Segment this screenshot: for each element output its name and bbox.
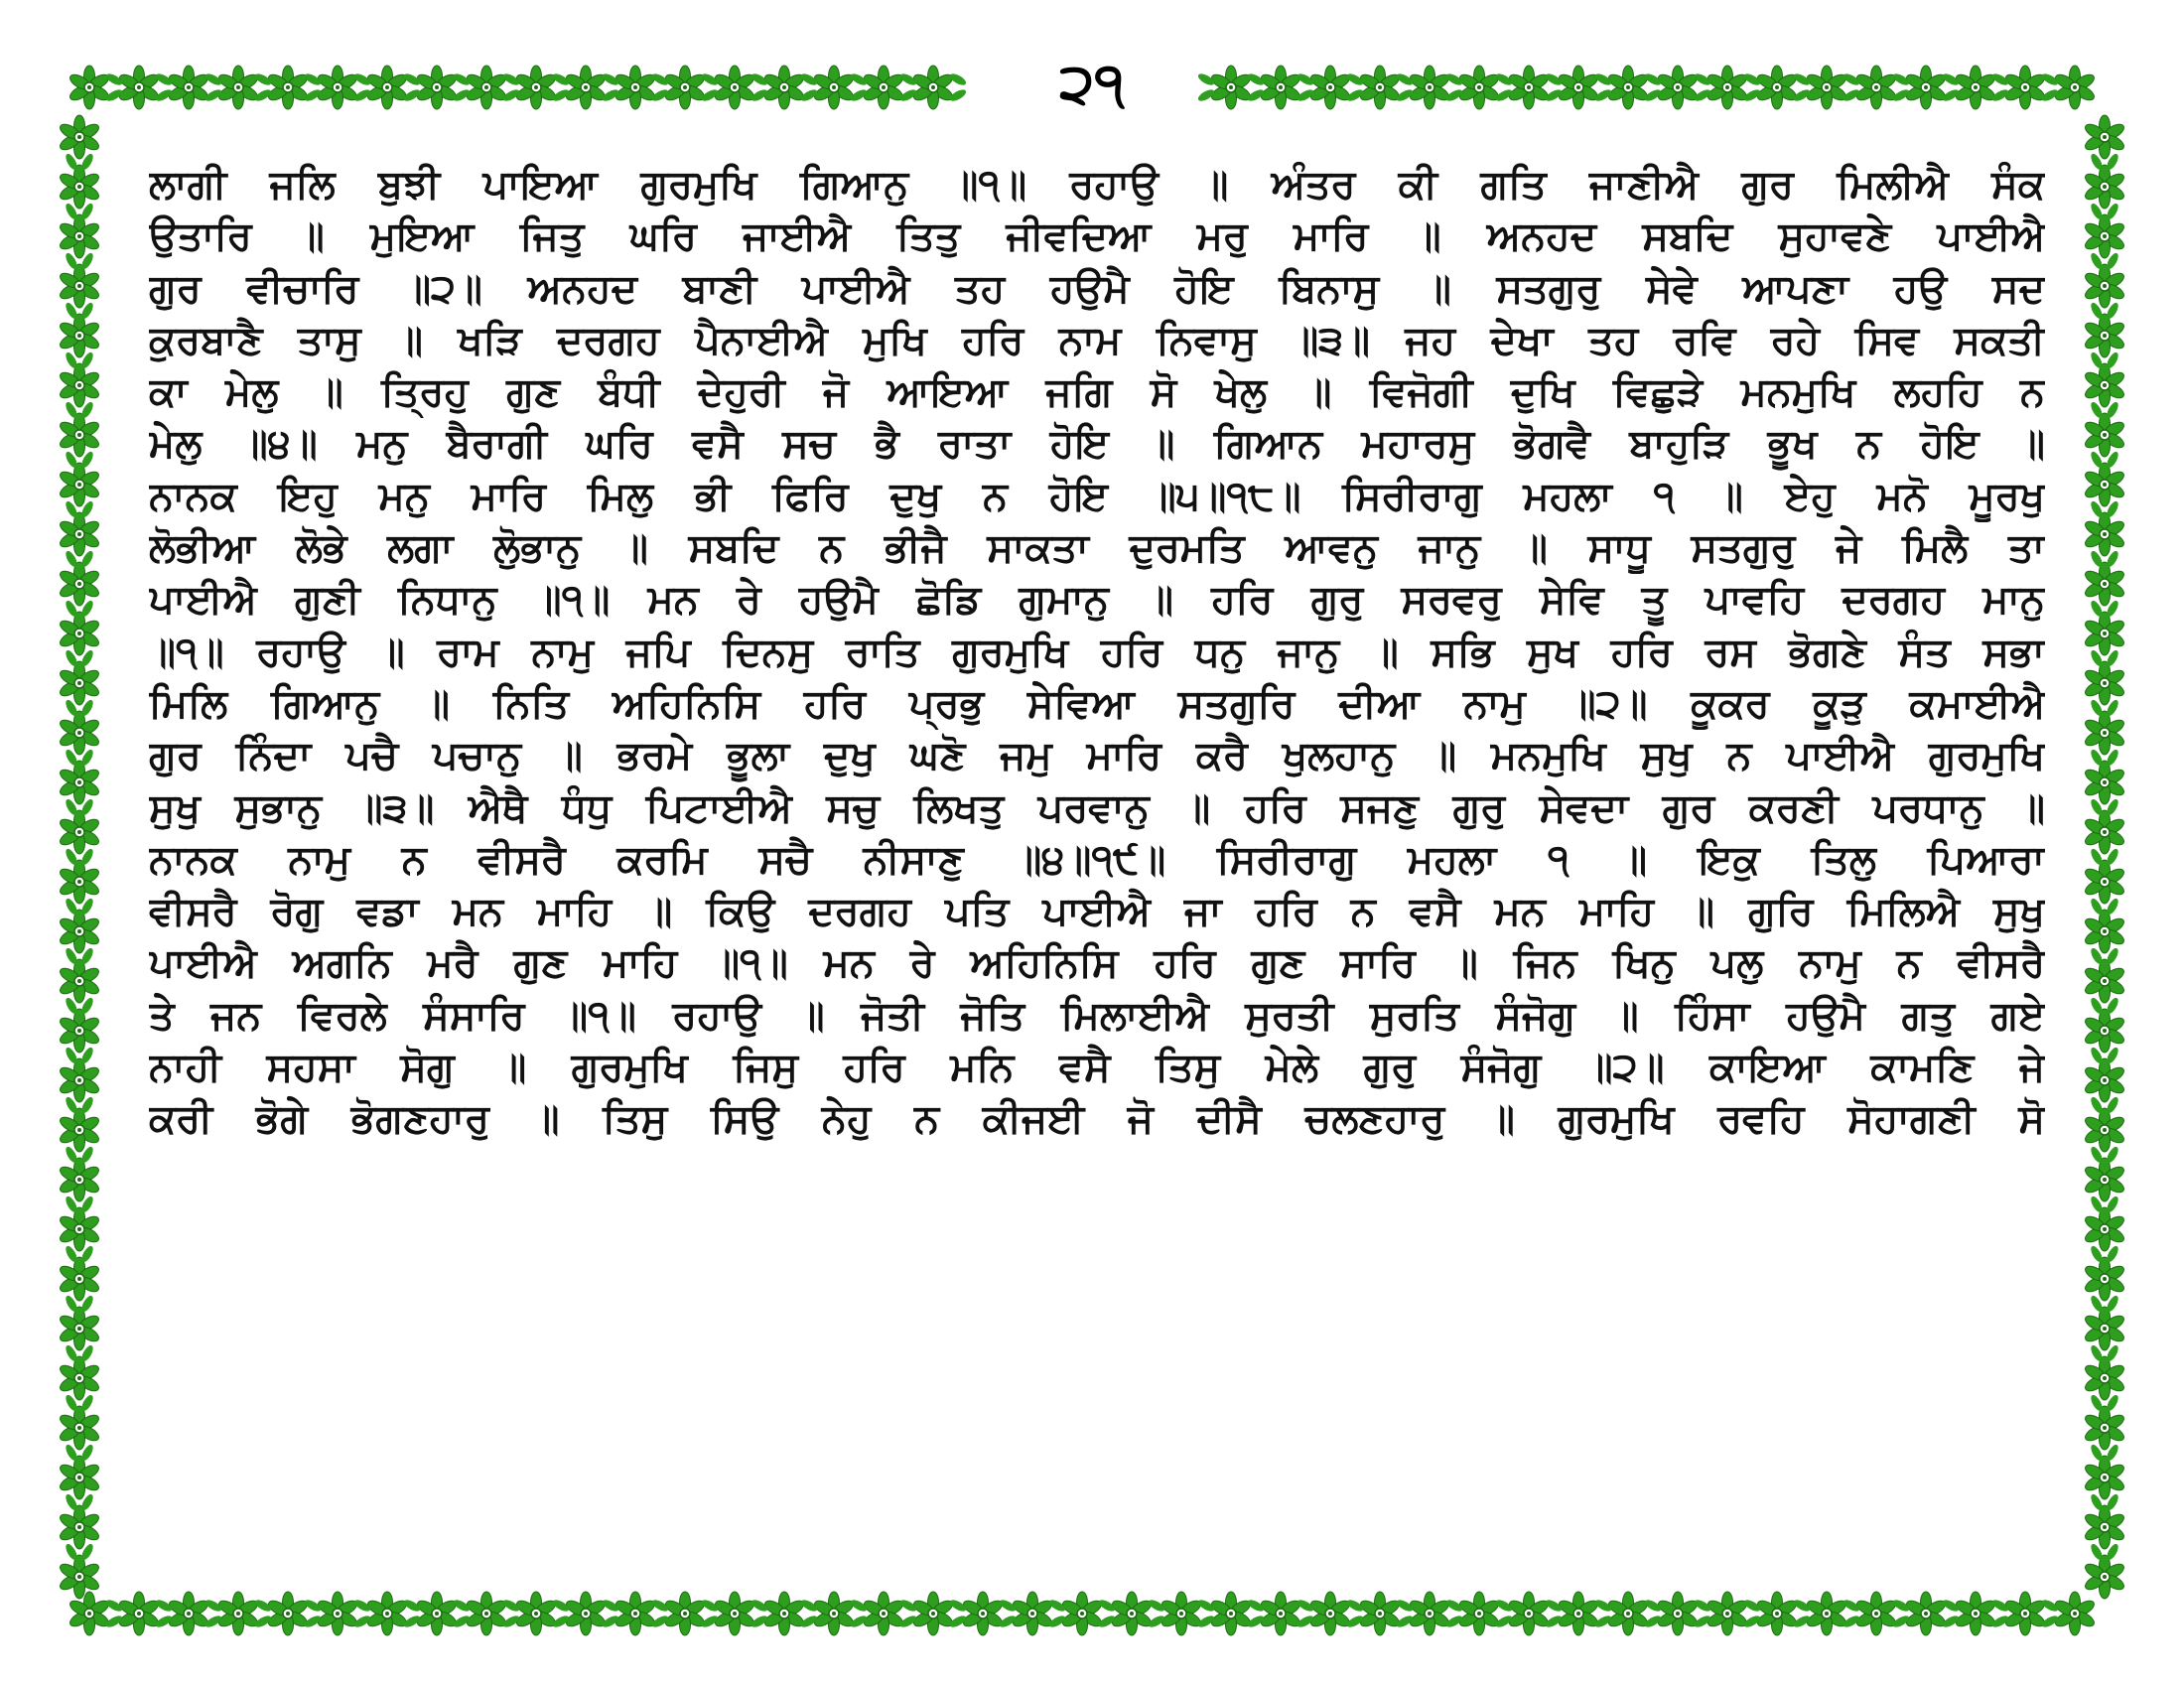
text-line: ਨਾਨਕ ਇਹੁ ਮਨੁ ਮਾਰਿ ਮਿਲੁ ਭੀ ਫਿਰਿ ਦੁਖੁ ਨ ਹੋਇ ॥੫॥੧੮॥ ਸਿਰੀਰਾਗੁ ਮਹਲਾ ੧ ॥ ਏਹੁ ਮਨੋ ਮੂਰਖੁ xyxy=(149,473,2045,519)
green-flower-icon xyxy=(2083,1307,2126,1350)
green-flower-icon xyxy=(2083,165,2126,209)
green-flower-icon xyxy=(58,1406,101,1450)
green-flower-icon xyxy=(1854,1592,1898,1635)
text-line: ਗੁਰ ਵੀਚਾਰਿ ॥੨॥ ਅਨਹਦ ਬਾਣੀ ਪਾਈਐ ਤਹ ਹਉਮੈ ਹੋਇ ਬਿਨਾਸੁ ॥ ਸਤਗੁਰੁ ਸੇਵੇ ਆਪਣਾ ਹਉ ਸਦ xyxy=(149,265,2045,312)
green-flower-icon xyxy=(2083,363,2126,407)
green-flower-icon xyxy=(2083,1058,2126,1102)
green-flower-icon xyxy=(2003,1592,2047,1635)
green-flower-icon xyxy=(58,1456,101,1499)
green-flower-icon xyxy=(1805,66,1848,109)
green-flower-icon xyxy=(266,1592,310,1635)
green-flower-icon xyxy=(2083,1555,2126,1599)
green-flower-icon xyxy=(58,1356,101,1400)
text-line: ਪਾਈਐ ਅਗਨਿ ਮਰੈ ਗੁਣ ਮਾਹਿ ॥੧॥ ਮਨ ਰੇ ਅਹਿਨਿਸਿ ਹਰਿ ਗੁਣ ਸਾਰਿ ॥ ਜਿਨ ਖਿਨੁ ਪਲੁ ਨਾਮੁ ਨ ਵੀਸਰੈ xyxy=(149,940,2045,987)
green-flower-icon xyxy=(58,1307,101,1350)
green-flower-icon xyxy=(2083,1257,2126,1301)
green-flower-icon xyxy=(614,66,657,109)
text-line: ਲੋਭੀਆ ਲੋਭੇ ਲਗਾ ਲੋੁਭਾਨੁ ॥ ਸਬਦਿ ਨ ਭੀਜੈ ਸਾਕਤਾ ਦੁਰਮਤਿ ਆਵਨੁ ਜਾਨੁ ॥ ਸਾਧੂ ਸਤਗੁਰੁ ਜੇ ਮਿਲੈ ਤਾ xyxy=(149,525,2045,572)
green-flower-icon xyxy=(2083,1505,2126,1549)
green-flower-icon xyxy=(1606,1592,1650,1635)
green-flower-icon xyxy=(1209,66,1253,109)
green-flower-icon xyxy=(2053,1592,2097,1635)
green-flower-icon xyxy=(911,1592,955,1635)
green-flower-icon xyxy=(1011,1592,1054,1635)
green-flower-icon xyxy=(2083,1356,2126,1400)
page-number: ੨੧ xyxy=(993,40,1191,129)
text-line: ਕਾ ਮੇਲੁ ॥ ਤ੍ਰਿਹੁ ਗੁਣ ਬੰਧੀ ਦੇਹੁਰੀ ਜੋ ਆਇਆ ਜਗਿ ਸੋ ਖੇਲੁ ॥ ਵਿਜੋਗੀ ਦੁਖਿ ਵਿਛੁੜੇ ਮਨਮੁਖਿ ਲਹਹਿ ਨ xyxy=(149,369,2045,416)
green-flower-icon xyxy=(58,1108,101,1152)
text-line: ਪਾਈਐ ਗੁਣੀ ਨਿਧਾਨੁ ॥੧॥ ਮਨ ਰੇ ਹਉਮੈ ਛੋਡਿ ਗੁਮਾਨੁ ॥ ਹਰਿ ਗੁਰੁ ਸਰਵਰੁ ਸੇਵਿ ਤੂ ਪਾਵਹਿ ਦਰਗਹ ਮਾਨੁ xyxy=(149,577,2045,624)
green-flower-icon xyxy=(713,66,756,109)
green-flower-icon xyxy=(58,314,101,357)
green-flower-icon xyxy=(2003,66,2047,109)
green-flower-icon xyxy=(58,761,101,804)
text-line: ਸੁਖੁ ਸੁਭਾਨੁ ॥੩॥ ਐਥੈ ਧੰਧੁ ਪਿਟਾਈਐ ਸਚੁ ਲਿਖਤੁ ਪਰਵਾਨੁ ॥ ਹਰਿ ਸਜਣੁ ਗੁਰੁ ਸੇਵਦਾ ਗੁਰ ਕਰਣੀ ਪਰਧਾਨੁ ॥ xyxy=(149,784,2045,831)
green-flower-icon xyxy=(1606,66,1650,109)
green-flower-icon xyxy=(514,66,558,109)
green-flower-icon xyxy=(1408,1592,1451,1635)
text-line: ਮਿਲਿ ਗਿਆਨੁ ॥ ਨਿਤਿ ਅਹਿਨਿਸਿ ਹਰਿ ਪ੍ਰਭੁ ਸੇਵਿਆ ਸਤਗੁਰਿ ਦੀਆ ਨਾਮੁ ॥੨॥ ਕੂਕਰ ਕੂੜੁ ਕਮਾਈਐ xyxy=(149,680,2045,727)
green-flower-icon xyxy=(58,413,101,457)
green-flower-icon xyxy=(58,562,101,606)
green-flower-icon xyxy=(2083,1158,2126,1201)
text-line: ਤੇ ਜਨ ਵਿਰਲੇ ਸੰਸਾਰਿ ॥੧॥ ਰਹਾਉ ॥ ਜੋਤੀ ਜੋਤਿ ਮਿਲਾਈਐ ਸੁਰਤੀ ਸੁਰਤਿ ਸੰਜੋਗੁ ॥ ਹਿੰਸਾ ਹਉਮੈ ਗਤੁ ਗਏ xyxy=(149,992,2045,1039)
green-flower-icon xyxy=(2083,1456,2126,1499)
green-flower-icon xyxy=(1507,1592,1551,1635)
green-flower-icon xyxy=(2083,264,2126,308)
green-flower-icon xyxy=(862,1592,905,1635)
green-flower-icon xyxy=(1904,66,1948,109)
green-flower-icon xyxy=(1209,1592,1253,1635)
green-flower-icon xyxy=(1557,1592,1600,1635)
green-flower-icon xyxy=(117,66,161,109)
green-flower-icon xyxy=(1457,66,1501,109)
green-flower-icon xyxy=(2083,463,2126,506)
green-flower-icon xyxy=(58,661,101,705)
green-flower-icon xyxy=(58,1158,101,1201)
green-flower-icon xyxy=(465,66,508,109)
green-flower-icon xyxy=(1358,66,1402,109)
green-flower-icon xyxy=(58,264,101,308)
green-flower-icon xyxy=(2083,1009,2126,1053)
green-flower-icon xyxy=(58,512,101,556)
green-flower-icon xyxy=(58,1555,101,1599)
green-flower-icon xyxy=(1160,1592,1203,1635)
green-flower-icon xyxy=(117,1592,161,1635)
green-flower-icon xyxy=(2083,214,2126,258)
green-flower-icon xyxy=(58,711,101,755)
green-flower-icon xyxy=(2083,860,2126,904)
green-flower-icon xyxy=(1954,66,1997,109)
text-line: ਮੇਲੁ ॥੪॥ ਮਨੁ ਬੈਰਾਗੀ ਘਰਿ ਵਸੈ ਸਚ ਭੈ ਰਾਤਾ ਹੋਇ ॥ ਗਿਆਨ ਮਹਾਰਸੁ ਭੋਗਵੈ ਬਾਹੁੜਿ ਭੂਖ ਨ ਹੋਇ ॥ xyxy=(149,421,2045,468)
green-flower-icon xyxy=(316,66,359,109)
green-flower-icon xyxy=(58,1257,101,1301)
green-flower-icon xyxy=(1805,1592,1848,1635)
green-flower-icon xyxy=(2083,810,2126,854)
green-flower-icon xyxy=(58,959,101,1003)
text-line: ਲਾਗੀ ਜਲਿ ਬੁਝੀ ਪਾਇਆ ਗੁਰਮੁਖਿ ਗਿਆਨੁ ॥੧॥ ਰਹਾਉ ॥ ਅੰਤਰ ਕੀ ਗਤਿ ਜਾਣੀਐ ਗੁਰ ਮਿਲੀਐ ਸੰਕ xyxy=(149,162,2045,208)
green-flower-icon xyxy=(2083,512,2126,556)
green-flower-icon xyxy=(58,1505,101,1549)
green-flower-icon xyxy=(58,363,101,407)
green-flower-icon xyxy=(2083,761,2126,804)
green-flower-icon xyxy=(1755,66,1799,109)
green-flower-icon xyxy=(2083,115,2126,159)
green-flower-icon xyxy=(1308,66,1352,109)
text-line: ਨਾਹੀ ਸਹਸਾ ਸੋਗੁ ॥ ਗੁਰਮੁਖਿ ਜਿਸੁ ਹਰਿ ਮਨਿ ਵਸੈ ਤਿਸੁ ਮੇਲੇ ਗੁਰੁ ਸੰਜੋਗੁ ॥੨॥ ਕਾਇਆ ਕਾਮਣਿ ਜੇ xyxy=(149,1045,2045,1091)
text-line: ਕੁਰਬਾਣੈ ਤਾਸੁ ॥ ਖੜਿ ਦਰਗਹ ਪੈਨਾਈਐ ਮੁਖਿ ਹਰਿ ਨਾਮ ਨਿਵਾਸੁ ॥੩॥ ਜਹ ਦੇਖਾ ਤਹ ਰਵਿ ਰਹੇ ਸਿਵ ਸਕਤੀ xyxy=(149,317,2045,363)
text-line: ਗੁਰ ਨਿੰਦਾ ਪਚੈ ਪਚਾਨੁ ॥ ਭਰਮੇ ਭੂਲਾ ਦੁਖੁ ਘਣੋ ਜਮੁ ਮਾਰਿ ਕਰੈ ਖੁਲਹਾਨੁ ॥ ਮਨਮੁਖਿ ਸੁਖੁ ਨ ਪਾਈਐ ਗੁਰਮੁਖਿ xyxy=(149,733,2045,779)
green-flower-icon xyxy=(58,1009,101,1053)
green-flower-icon xyxy=(1706,1592,1749,1635)
green-flower-icon xyxy=(58,165,101,209)
green-flower-icon xyxy=(2053,66,2097,109)
green-flower-icon xyxy=(1706,66,1749,109)
green-flower-icon xyxy=(564,66,608,109)
green-flower-icon xyxy=(1656,66,1700,109)
green-flower-icon xyxy=(2083,612,2126,655)
green-flower-icon xyxy=(2083,413,2126,457)
green-flower-icon xyxy=(1656,1592,1700,1635)
green-flower-icon xyxy=(1755,1592,1799,1635)
green-flower-icon xyxy=(1854,66,1898,109)
green-flower-icon xyxy=(58,612,101,655)
green-flower-icon xyxy=(216,66,260,109)
green-flower-icon xyxy=(58,910,101,953)
green-flower-icon xyxy=(564,1592,608,1635)
green-flower-icon xyxy=(812,66,856,109)
green-flower-icon xyxy=(1457,1592,1501,1635)
green-flower-icon xyxy=(58,463,101,506)
green-flower-icon xyxy=(58,860,101,904)
scripture-text xyxy=(149,159,2045,1549)
green-flower-icon xyxy=(415,66,459,109)
green-flower-icon xyxy=(663,1592,707,1635)
green-flower-icon xyxy=(216,1592,260,1635)
green-flower-icon xyxy=(1408,66,1451,109)
green-flower-icon xyxy=(465,1592,508,1635)
green-flower-icon xyxy=(1358,1592,1402,1635)
green-flower-icon xyxy=(961,1592,1005,1635)
green-flower-icon xyxy=(1110,1592,1154,1635)
green-flower-icon xyxy=(2083,711,2126,755)
text-line: ਉਤਾਰਿ ॥ ਮੁਇਆ ਜਿਤੁ ਘਰਿ ਜਾਈਐ ਤਿਤੁ ਜੀਵਦਿਆ ਮਰੁ ਮਾਰਿ ॥ ਅਨਹਦ ਸਬਦਿ ਸੁਹਾਵਣੇ ਪਾਈਐ xyxy=(149,213,2045,260)
green-flower-icon xyxy=(1507,66,1551,109)
green-flower-icon xyxy=(1060,1592,1104,1635)
green-flower-icon xyxy=(2083,959,2126,1003)
green-flower-icon xyxy=(68,1592,111,1635)
green-flower-icon xyxy=(415,1592,459,1635)
green-flower-icon xyxy=(762,1592,806,1635)
green-flower-icon xyxy=(1904,1592,1948,1635)
green-flower-icon xyxy=(1954,1592,1997,1635)
green-flower-icon xyxy=(58,1058,101,1102)
green-flower-icon xyxy=(58,1207,101,1251)
green-flower-icon xyxy=(614,1592,657,1635)
green-flower-icon xyxy=(762,66,806,109)
green-flower-icon xyxy=(316,1592,359,1635)
green-flower-icon xyxy=(514,1592,558,1635)
green-flower-icon xyxy=(68,66,111,109)
green-flower-icon xyxy=(266,66,310,109)
green-flower-icon xyxy=(2083,1406,2126,1450)
text-line: ਵੀਸਰੈ ਰੋਗੁ ਵਡਾ ਮਨ ਮਾਹਿ ॥ ਕਿਉ ਦਰਗਹ ਪਤਿ ਪਾਈਐ ਜਾ ਹਰਿ ਨ ਵਸੈ ਮਨ ਮਾਹਿ ॥ ਗੁਰਿ ਮਿਲਿਐ ਸੁਖੁ xyxy=(149,889,2045,935)
green-flower-icon xyxy=(862,66,905,109)
green-flower-icon xyxy=(911,66,955,109)
green-flower-icon xyxy=(167,66,210,109)
green-flower-icon xyxy=(1308,1592,1352,1635)
green-flower-icon xyxy=(365,66,409,109)
green-flower-icon xyxy=(663,66,707,109)
green-flower-icon xyxy=(58,214,101,258)
green-flower-icon xyxy=(713,1592,756,1635)
green-flower-icon xyxy=(58,115,101,159)
green-flower-icon xyxy=(2083,1207,2126,1251)
text-line: ਨਾਨਕ ਨਾਮੁ ਨ ਵੀਸਰੈ ਕਰਮਿ ਸਚੈ ਨੀਸਾਣੁ ॥੪॥੧੯॥ ਸਿਰੀਰਾਗੁ ਮਹਲਾ ੧ ॥ ਇਕੁ ਤਿਲੁ ਪਿਆਰਾ xyxy=(149,836,2045,883)
green-flower-icon xyxy=(167,1592,210,1635)
green-flower-icon xyxy=(2083,562,2126,606)
green-flower-icon xyxy=(365,1592,409,1635)
green-flower-icon xyxy=(2083,314,2126,357)
text-line: ॥੧॥ ਰਹਾਉ ॥ ਰਾਮ ਨਾਮੁ ਜਪਿ ਦਿਨਸੁ ਰਾਤਿ ਗੁਰਮੁਖਿ ਹਰਿ ਧਨੁ ਜਾਨੁ ॥ ਸਭਿ ਸੁਖ ਹਰਿ ਰਸ ਭੋਗਣੇ ਸੰਤ ਸਭਾ xyxy=(149,629,2045,675)
text-line: ਕਰੀ ਭੋਗੇ ਭੋਗਣਹਾਰੁ ॥ ਤਿਸੁ ਸਿਉ ਨੇਹੁ ਨ ਕੀਜਈ ਜੋ ਦੀਸੈ ਚਲਣਹਾਰੁ ॥ ਗੁਰਮੁਖਿ ਰਵਹਿ ਸੋਹਾਗਣੀ ਸੋ xyxy=(149,1096,2045,1143)
green-flower-icon xyxy=(1259,66,1302,109)
green-flower-icon xyxy=(812,1592,856,1635)
green-flower-icon xyxy=(2083,661,2126,705)
green-flower-icon xyxy=(58,810,101,854)
green-flower-icon xyxy=(1557,66,1600,109)
green-flower-icon xyxy=(2083,1108,2126,1152)
green-flower-icon xyxy=(2083,910,2126,953)
green-flower-icon xyxy=(1259,1592,1302,1635)
